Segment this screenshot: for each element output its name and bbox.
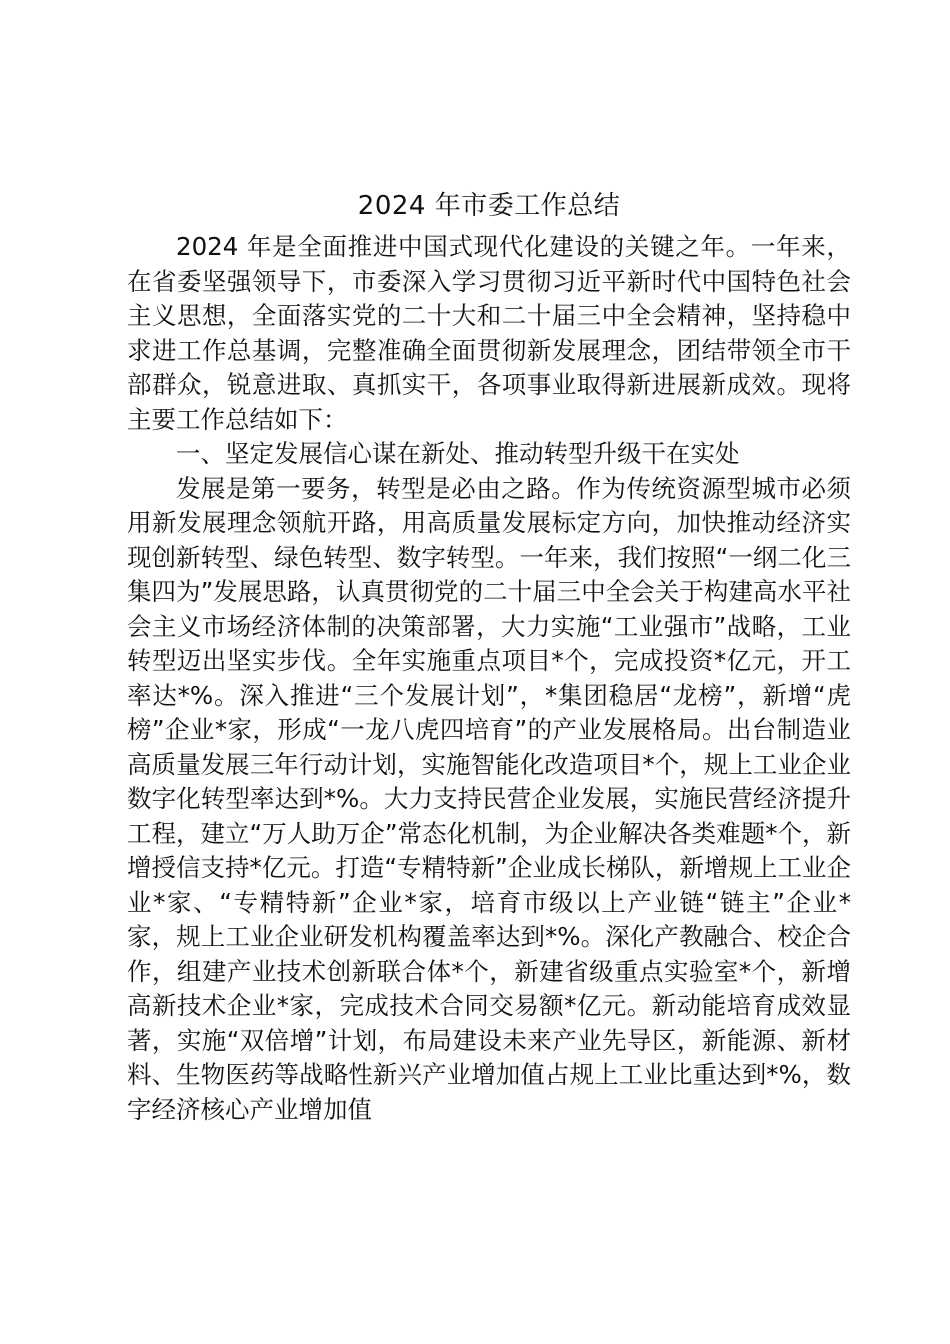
document-title: 2024 年市委工作总结 [357, 191, 621, 221]
section-heading: 一、坚定发展信心谋在新处、推动转型升级干在实处 [176, 439, 740, 468]
intro-paragraph: 2024 年是全面推进中国式现代化建设的关键之年。一年来，在省委坚强领导下，市委深入学习贯彻习近平新时代中国特色社会主义思想，全面落实党的二十大和二十届三中全会精神，坚持稳中求进工作总基调，完整准确全面贯彻新发展理念，团结带领全市干部群众，锐意进取、真抓实干，各项事业取得新进展新成效。现将主要工作总结如下： [127, 232, 851, 434]
document-body [127, 188, 851, 1127]
section-paragraph: 发展是第一要务，转型是必由之路。作为传统资源型城市必须用新发展理念领航开路，用高质量发展标定方向，加快推动经济实现创新转型、绿色转型、数字转型。一年来，我们按照“一纲二化三集四为”发展思路，认真贯彻党的二十届三中全会关于构建高水平社会主义市场经济体制的决策部署，大力实施“工业强市”战略，工业转型迈出坚实步伐。全年实施重点项目*个，完成投资*亿元，开工率达*%。深入推进“三个发展计划”，*集团稳居“龙榜”，新增“虎榜”企业*家，形成“一龙八虎四培育”的产业发展格局。出台制造业高质量发展三年行动计划，实施智能化改造项目*个，规上工业企业数字化转型率达到*%。大力支持民营企业发展，实施民营经济提升工程，建立“万人助万企”常态化机制，为企业解决各类难题*个，新增授信支持*亿元。打造“专精特新”企业成长梯队，新增规上工业企业*家、“专精特新”企业*家，培育市级以上产业链“链主”企业*家，规上工业企业研发机构覆盖率达到*%。深化产教融合、校企合作，组建产业技术创新联合体*个，新建省级重点实验室*个，新增高新技术企业*家，完成技术合同交易额*亿元。新动能培育成效显著，实施“双倍增”计划，布局建设未来产业先导区，新能源、新材料、生物医药等战略性新兴产业增加值占规上工业比重达到*%，数字经济核心产业增加值 [127, 473, 851, 1124]
